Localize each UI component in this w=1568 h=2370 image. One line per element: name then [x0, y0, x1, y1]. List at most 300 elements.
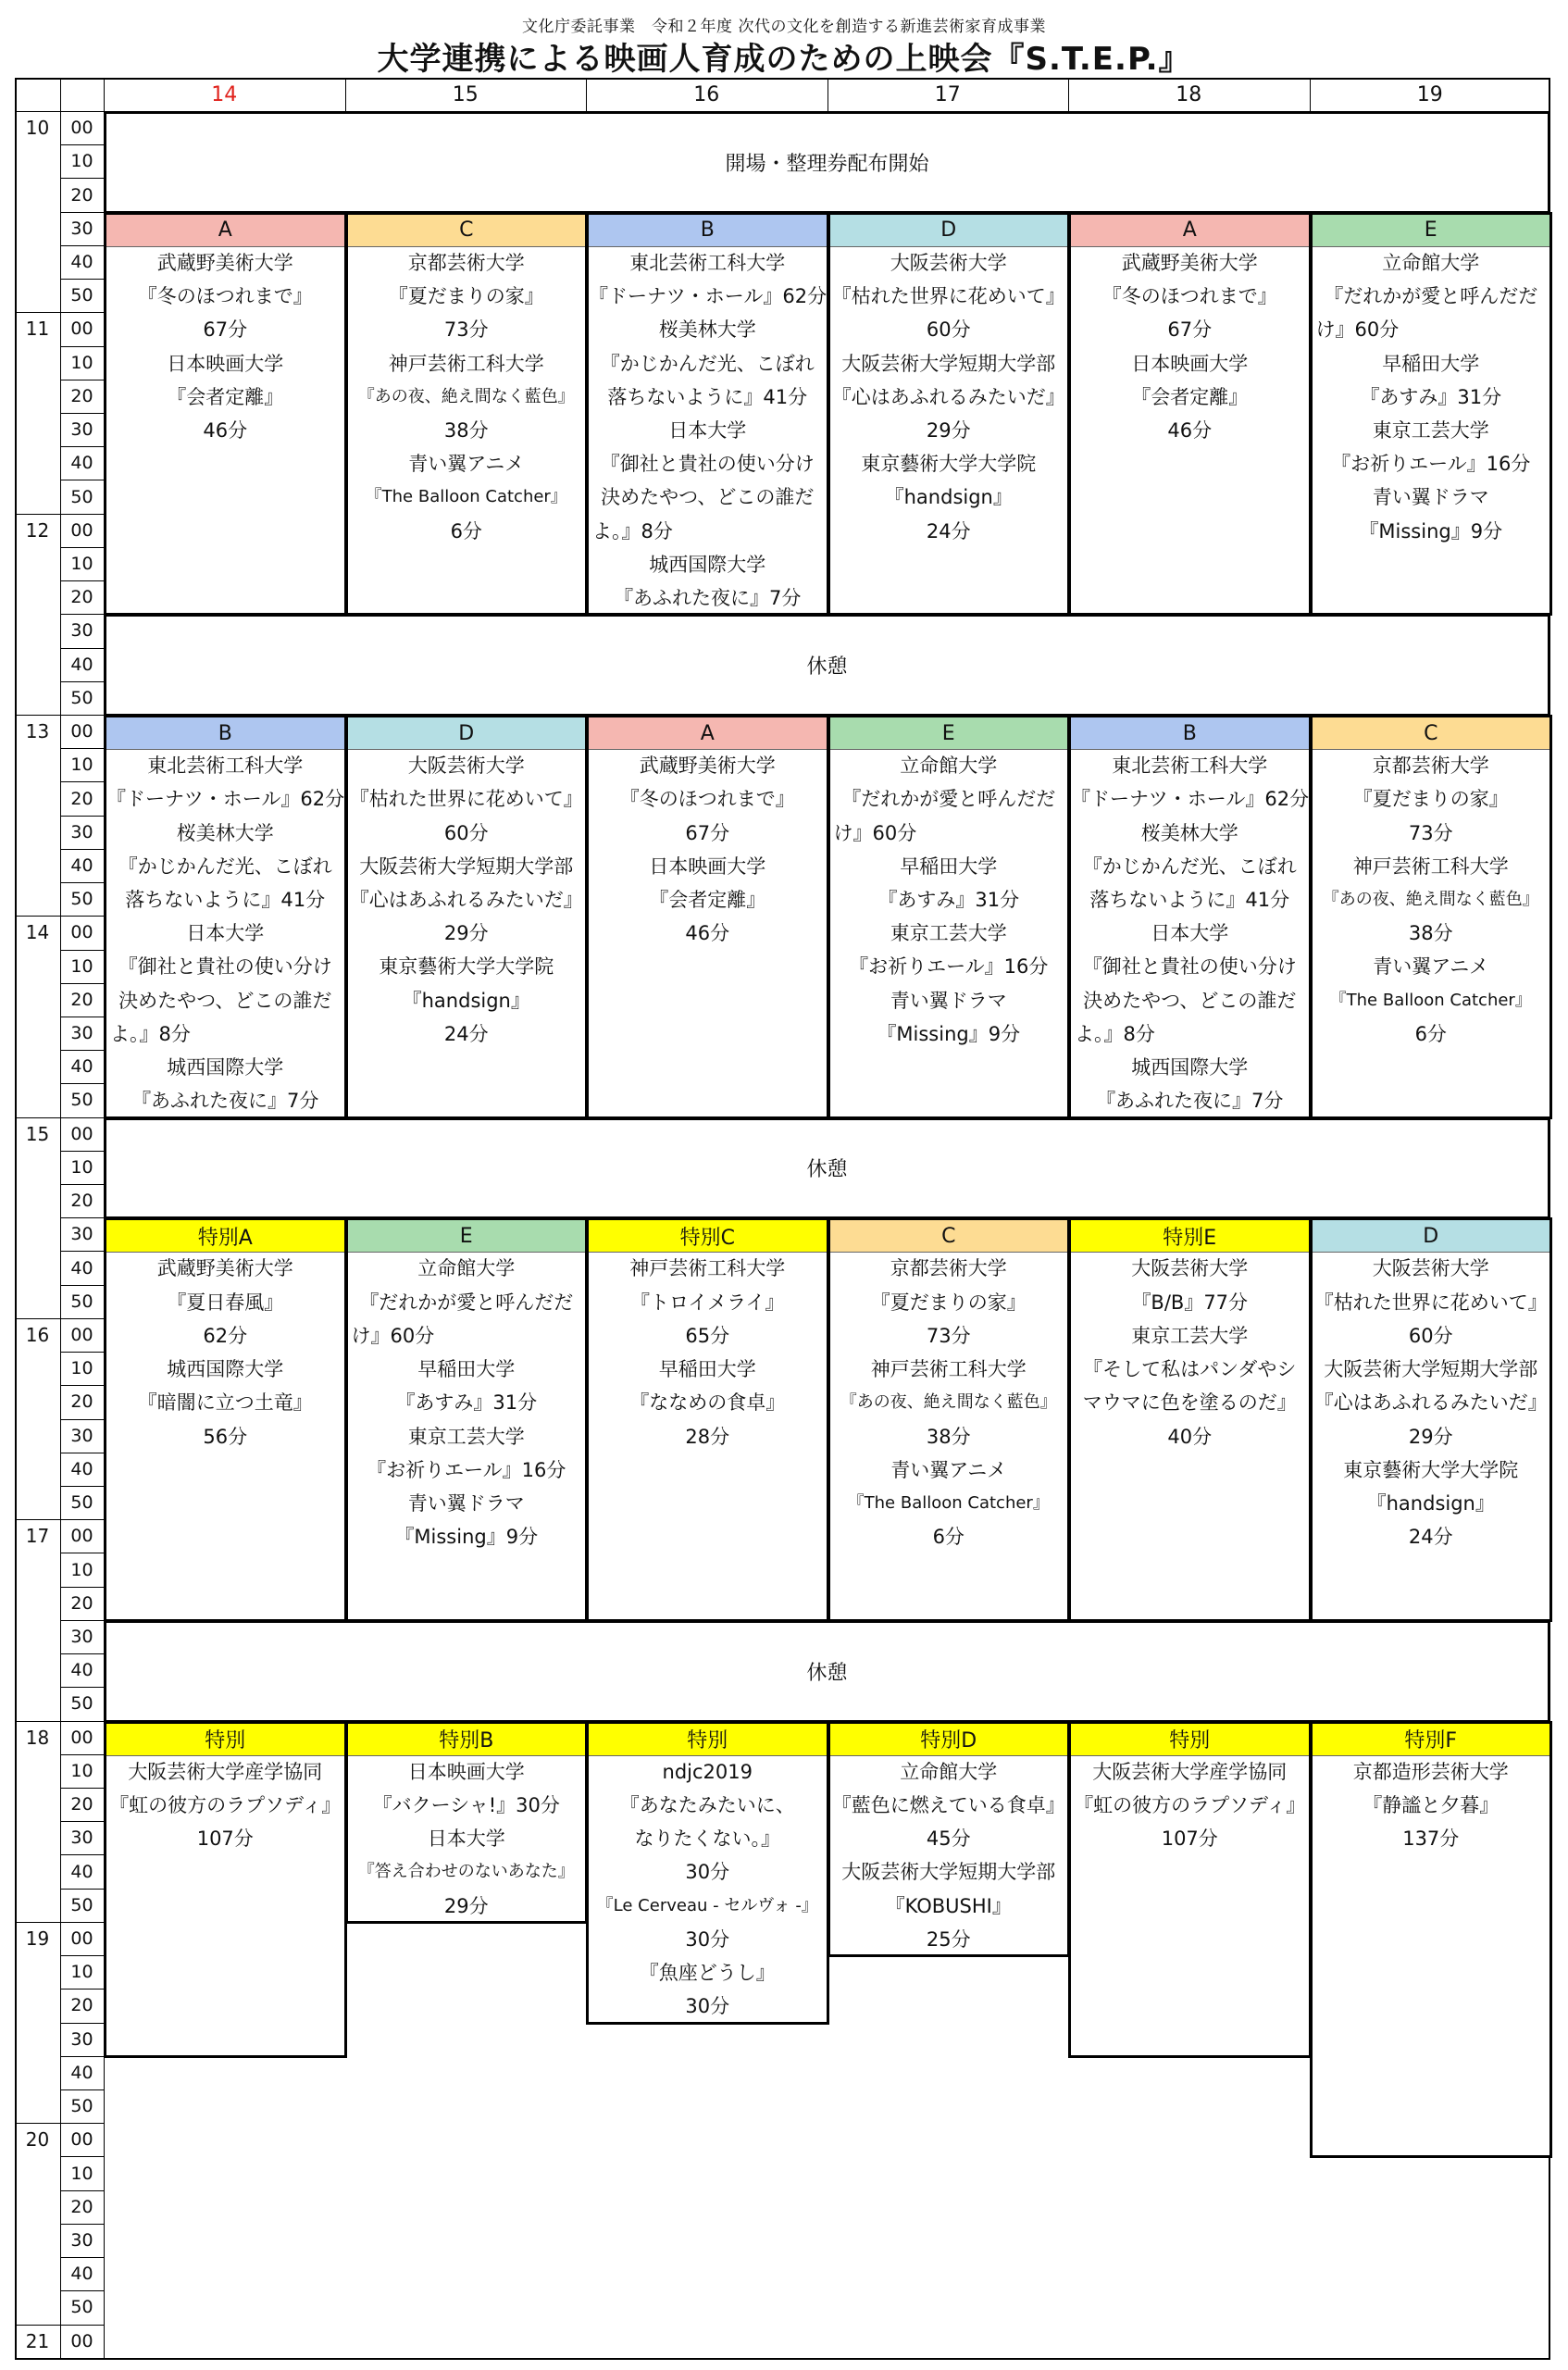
screening-text: 『handsign』	[884, 486, 1013, 509]
screening-block	[104, 715, 347, 1119]
screening-text: 『夏だまりの家』	[870, 1291, 1027, 1314]
hour-row-line	[15, 715, 60, 716]
screening-block	[1068, 1217, 1312, 1622]
screening-text: 日本映画大学	[407, 1760, 525, 1783]
screening-text: 30分	[685, 1995, 730, 2018]
screening-text: 『虹の彼方のラプソディ』	[109, 1793, 342, 1816]
day-header-16: 16	[693, 82, 720, 106]
hour-row-line	[15, 514, 60, 515]
minute-label: 40	[70, 1660, 93, 1681]
break-block: 休憩	[104, 1620, 1550, 1723]
screening-block	[1068, 212, 1312, 617]
screening-text: 青い翼ドラマ	[890, 989, 1007, 1012]
screening-text: 28分	[685, 1425, 730, 1448]
screening-text: 24分	[1408, 1526, 1453, 1549]
minute-label: 10	[70, 755, 93, 776]
minute-label: 20	[70, 1391, 93, 1413]
screening-text: け』60分	[833, 821, 917, 844]
hour-row-line	[15, 1721, 60, 1722]
screening-text: 神戸芸術工科大学	[1352, 854, 1509, 878]
screening-text: 65分	[685, 1324, 730, 1347]
screening-text: 『かじかんだ光、こぼれ	[1082, 854, 1297, 878]
minute-label: 30	[70, 2028, 93, 2050]
screening-block	[345, 1217, 589, 1622]
hour-label: 16	[25, 1323, 50, 1346]
program-label: A	[589, 717, 827, 750]
minute-label: 20	[70, 2196, 93, 2217]
screening-block	[828, 1721, 1071, 1958]
screening-text: 『ドーナツ・ホール』62分	[1071, 788, 1310, 811]
break-block: 休憩	[104, 1117, 1550, 1220]
screening-text: 『そして私はパンダやシ	[1083, 1358, 1297, 1381]
minute-label: 00	[70, 118, 93, 139]
screening-text: 『心はあふれるみたいだ』	[349, 889, 583, 912]
screening-text: 『Missing』9分	[877, 1022, 1021, 1045]
screening-text: 武蔵野美術大学	[156, 1257, 293, 1280]
minute-label: 10	[70, 151, 93, 172]
screening-text: 『心はあふれるみたいだ』	[1313, 1391, 1548, 1415]
screening-text: 京都芸術大学	[890, 1257, 1007, 1280]
screening-text: 『心はあふれるみたいだ』	[831, 385, 1065, 408]
minute-label: 10	[70, 1559, 93, 1580]
program-label: 特別E	[1071, 1220, 1309, 1253]
break-block: 休憩	[104, 614, 1550, 717]
screening-text: 大阪芸術大学短期大学部	[841, 1861, 1056, 1884]
minute-label: 30	[70, 1023, 93, 1044]
screening-text: 『あの夜、絶え間なく藍色』	[357, 386, 575, 406]
minute-label: 30	[70, 1827, 93, 1849]
screening-text: 東京工芸大学	[407, 1425, 525, 1448]
screening-text: 東京工芸大学	[1131, 1324, 1249, 1347]
screening-text: 大阪芸術大学	[1131, 1257, 1249, 1280]
screening-text: 武蔵野美術大学	[639, 755, 776, 778]
screening-text: なりたくない。』	[634, 1827, 780, 1851]
screening-text: 大阪芸術大学産学協同	[1092, 1760, 1288, 1783]
screening-text: 『あなたみたいに、	[619, 1793, 795, 1816]
program-label: D	[1313, 1220, 1550, 1253]
minute-label: 00	[70, 519, 93, 541]
screening-text: 東北芸術工科大学	[147, 755, 304, 778]
minute-label: 00	[70, 1325, 93, 1346]
hour-label: 13	[25, 719, 50, 742]
hour-label: 18	[25, 1726, 50, 1749]
screening-text: 落ちないように』41分	[607, 385, 808, 408]
screening-text: 40分	[1167, 1425, 1213, 1448]
minute-label: 00	[70, 721, 93, 742]
hour-label: 17	[25, 1525, 50, 1548]
screening-text: 『かじかんだ光、こぼれ	[118, 854, 332, 878]
screening-text: 60分	[1408, 1324, 1453, 1347]
screening-text: 『handsign』	[402, 989, 530, 1012]
screening-text: よ。』8分	[110, 1022, 191, 1045]
minute-label: 50	[70, 2096, 93, 2117]
screening-text: 日本映画大学	[649, 854, 766, 878]
minute-label: 20	[70, 1191, 93, 1212]
screening-text: 日本大学	[186, 922, 265, 945]
screening-text: 城西国際大学	[1131, 1056, 1249, 1079]
screening-text: 『夏だまりの家』	[388, 285, 544, 308]
hour-label: 12	[25, 518, 50, 542]
screening-text: 60分	[926, 318, 971, 342]
screening-text: 67分	[685, 821, 730, 844]
minute-label: 50	[70, 486, 93, 507]
screening-text: 大阪芸術大学	[407, 755, 525, 778]
screening-text: 青い翼アニメ	[408, 453, 525, 476]
minute-label: 20	[70, 1995, 93, 2016]
screening-text: 『会者定離』	[1131, 385, 1249, 408]
minute-label: 00	[70, 2330, 93, 2351]
program-label: E	[1313, 215, 1550, 247]
screening-block	[345, 1721, 589, 1924]
screening-text: 立命館大学	[417, 1257, 516, 1280]
screening-text: 青い翼アニメ	[890, 1458, 1007, 1481]
minute-label: 10	[70, 1156, 93, 1178]
hour-row-line	[15, 1318, 60, 1319]
grid-bottom-border	[15, 2358, 1550, 2360]
screening-text: 『枯れた世界に花めいて』	[349, 788, 583, 811]
day-header-17: 17	[934, 82, 961, 106]
screening-block	[586, 1217, 829, 1622]
screening-text: 立命館大学	[900, 755, 998, 778]
screening-text: 『御社と貴社の使い分け	[118, 955, 332, 979]
screening-text: 38分	[443, 418, 489, 442]
screening-text: 30分	[685, 1927, 730, 1951]
screening-text: 『The Balloon Catcher』	[847, 1493, 1050, 1513]
minute-label: 30	[70, 1627, 93, 1647]
hour-label: 19	[25, 1927, 50, 1950]
minute-label: 10	[70, 1962, 93, 1983]
screening-text: 『お祈りエール』16分	[849, 955, 1049, 979]
screening-text: 6分	[932, 1526, 964, 1549]
hour-row-line	[15, 2325, 60, 2326]
screening-text: 日本大学	[1151, 922, 1229, 945]
minute-label: 50	[70, 1090, 93, 1111]
minute-label: 20	[70, 385, 93, 406]
screening-text: 立命館大学	[900, 1760, 998, 1783]
minute-label: 00	[70, 318, 93, 340]
screening-text: 『あの夜、絶え間なく藍色』	[1322, 890, 1539, 910]
screening-text: 『あの夜、絶え間なく藍色』	[840, 1392, 1057, 1413]
screening-text: 大阪芸術大学	[890, 251, 1007, 274]
minute-label: 30	[70, 1425, 93, 1446]
screening-block	[104, 1217, 347, 1622]
minute-label: 10	[70, 1760, 93, 1781]
minute-label: 10	[70, 553, 93, 574]
screening-text: 『ドーナツ・ホール』62分	[106, 788, 345, 811]
screening-text: け』60分	[351, 1324, 435, 1347]
screening-text: 『The Balloon Catcher』	[365, 487, 567, 507]
screening-text: 29分	[443, 1894, 489, 1917]
screening-text: 青い翼アニメ	[1373, 955, 1489, 979]
minute-label: 00	[70, 1526, 93, 1547]
grid-left-border	[15, 78, 17, 2359]
screening-block	[345, 715, 589, 1119]
minute-label: 40	[70, 1056, 93, 1078]
minute-label: 40	[70, 854, 93, 876]
program-label: A	[1071, 215, 1309, 247]
screening-text: 137分	[1402, 1827, 1460, 1851]
screening-text: 日本大学	[427, 1827, 505, 1851]
program-label: D	[830, 215, 1068, 247]
screening-text: 神戸芸術工科大学	[870, 1358, 1027, 1381]
program-label: 特別	[589, 1724, 827, 1756]
screening-text: 青い翼ドラマ	[1372, 486, 1489, 509]
program-label: B	[1071, 717, 1309, 750]
screening-text: 38分	[926, 1425, 971, 1448]
hour-label: 15	[25, 1122, 50, 1145]
program-label: 特別	[1071, 1724, 1309, 1756]
program-label: 特別A	[106, 1220, 344, 1253]
minute-label: 50	[70, 1492, 93, 1514]
minute-label: 20	[70, 788, 93, 809]
screening-text: ndjc2019	[662, 1760, 753, 1783]
minute-label: 10	[70, 2163, 93, 2184]
screening-block	[586, 1721, 829, 2025]
minute-label: 20	[70, 587, 93, 608]
hour-row-line	[15, 312, 60, 313]
screening-text: 6分	[450, 519, 482, 543]
screening-text: 京都造形芸術大学	[1352, 1760, 1509, 1783]
screening-text: 『会者定離』	[649, 889, 766, 912]
minute-label: 10	[70, 1358, 93, 1379]
minute-label: 50	[70, 1894, 93, 1915]
program-label: C	[348, 215, 586, 247]
screening-text: 京都芸術大学	[1372, 755, 1489, 778]
screening-text: 『Missing』9分	[394, 1526, 539, 1549]
screening-block	[1068, 715, 1312, 1119]
screening-text: 武蔵野美術大学	[1121, 251, 1258, 274]
screening-block	[586, 212, 829, 617]
screening-text: 『だれかが愛と呼んだだ	[359, 1291, 574, 1314]
minute-label: 40	[70, 1861, 93, 1882]
program-label: 特別F	[1313, 1724, 1550, 1756]
screening-text: 『答え合わせのないあなた』	[357, 1862, 575, 1882]
screening-block	[104, 212, 347, 617]
screening-text: 東京藝術大学大学院	[1343, 1458, 1519, 1481]
screening-text: 24分	[443, 1022, 489, 1045]
screening-text: 東京藝術大学大学院	[861, 453, 1037, 476]
screening-text: 決めたやつ、どこの誰だ	[118, 989, 332, 1012]
minute-label: 30	[70, 2229, 93, 2251]
screening-text: 日本映画大学	[1131, 352, 1249, 375]
minute-label: 50	[70, 285, 93, 306]
screening-text: 『バクーシャ!』30分	[372, 1793, 560, 1816]
minute-label: 40	[70, 1257, 93, 1279]
screening-text: 107分	[1161, 1827, 1218, 1851]
screening-text: 『静謐と夕暮』	[1363, 1793, 1500, 1816]
hour-row-line	[15, 1117, 60, 1118]
screening-text: 60分	[443, 821, 489, 844]
screening-text: 早稲田大学	[1382, 352, 1480, 375]
program-label: A	[106, 215, 344, 247]
screening-text: 落ちないように』41分	[125, 889, 326, 912]
screening-text: 29分	[926, 418, 971, 442]
screening-block	[828, 212, 1071, 617]
screening-text: 東京工芸大学	[1372, 418, 1489, 442]
screening-block	[1310, 1721, 1553, 2159]
minute-label: 10	[70, 955, 93, 977]
minute-label: 50	[70, 1693, 93, 1715]
minute-label: 10	[70, 352, 93, 373]
screening-text: 桜美林大学	[176, 821, 274, 844]
screening-text: 『冬のほつれまで』	[619, 788, 795, 811]
screening-text: 決めたやつ、どこの誰だ	[1083, 989, 1297, 1012]
minute-label: 30	[70, 218, 93, 239]
screening-block	[1310, 1217, 1553, 1622]
minute-label: 40	[70, 251, 93, 272]
hour-label: 10	[25, 117, 50, 139]
screening-text: よ。』8分	[1075, 1022, 1155, 1045]
day-header-14: 14	[211, 82, 238, 106]
screening-text: 『枯れた世界に花めいて』	[1313, 1291, 1548, 1314]
screening-text: 大阪芸術大学短期大学部	[841, 352, 1056, 375]
screening-text: 青い翼ドラマ	[407, 1492, 525, 1515]
program-label: B	[589, 215, 827, 247]
screening-text: 62分	[203, 1324, 248, 1347]
screening-text: 『あすみ』31分	[877, 889, 1020, 912]
screening-block	[1068, 1721, 1312, 2058]
minute-label: 00	[70, 922, 93, 943]
minute-label: 50	[70, 1291, 93, 1312]
hour-label: 11	[25, 318, 50, 341]
program-label: C	[1313, 717, 1550, 750]
screening-text: 『トロイメライ』	[629, 1291, 785, 1314]
screening-text: 大阪芸術大学短期大学部	[1324, 1358, 1538, 1381]
minute-label: 40	[70, 2062, 93, 2083]
screening-text: 城西国際大学	[167, 1056, 284, 1079]
screening-text: 『あふれた夜に』7分	[1096, 1090, 1284, 1113]
screening-text: 城西国際大学	[649, 553, 766, 576]
minute-label: 50	[70, 2297, 93, 2318]
screening-text: 『会者定離』	[167, 385, 284, 408]
minute-label: 00	[70, 1727, 93, 1748]
screening-text: 『あすみ』31分	[1360, 385, 1502, 408]
screening-text: 『あすみ』31分	[395, 1391, 538, 1415]
program-label: 特別D	[830, 1724, 1068, 1756]
screening-text: よ。』8分	[592, 519, 673, 543]
screening-text: 桜美林大学	[658, 318, 756, 342]
minute-label: 40	[70, 1458, 93, 1479]
screening-text: 早稲田大学	[658, 1358, 756, 1381]
screening-text: 『ドーナツ・ホール』62分	[589, 285, 828, 308]
screening-text: 38分	[1408, 922, 1453, 945]
screening-text: 『handsign』	[1366, 1492, 1495, 1515]
minute-label: 00	[70, 1927, 93, 1949]
screening-text: 29分	[1408, 1425, 1453, 1448]
screening-text: 73分	[443, 318, 489, 342]
minute-label: 30	[70, 419, 93, 441]
minute-label: 30	[70, 821, 93, 842]
screening-block	[345, 212, 589, 617]
minute-label: 00	[70, 2129, 93, 2151]
screening-text: 京都芸術大学	[407, 251, 525, 274]
screening-block	[828, 715, 1071, 1119]
screening-text: け』60分	[1315, 318, 1400, 342]
screening-text: 桜美林大学	[1140, 821, 1238, 844]
hour-label: 14	[25, 921, 50, 944]
screening-text: 『だれかが愛と呼んだだ	[1324, 285, 1538, 308]
minute-label: 20	[70, 1794, 93, 1815]
screening-text: 24分	[926, 519, 971, 543]
program-label: B	[106, 717, 344, 750]
hour-label: 20	[25, 2128, 50, 2152]
screening-text: 『あふれた夜に』7分	[131, 1090, 319, 1113]
minute-label: 30	[70, 1224, 93, 1245]
screening-text: 73分	[926, 1324, 971, 1347]
screening-block	[828, 1217, 1071, 1622]
screening-text: 67分	[203, 318, 248, 342]
screening-text: 25分	[926, 1927, 971, 1951]
screening-text: 73分	[1408, 821, 1453, 844]
program-label: D	[348, 717, 586, 750]
screening-text: 6分	[1414, 1022, 1447, 1045]
day-header-19: 19	[1416, 82, 1443, 106]
screening-block	[1310, 715, 1553, 1119]
minute-label: 50	[70, 889, 93, 910]
screening-text: 『虹の彼方のラプソディ』	[1074, 1793, 1306, 1816]
screening-text: 『御社と貴社の使い分け	[600, 453, 815, 476]
minute-label: 20	[70, 989, 93, 1010]
screening-text: 『御社と貴社の使い分け	[1082, 955, 1297, 979]
screening-text: 『ななめの食卓』	[629, 1391, 786, 1415]
screening-text: 107分	[196, 1827, 254, 1851]
day-header-18: 18	[1176, 82, 1202, 106]
screening-text: 29分	[443, 922, 489, 945]
minute-label: 20	[70, 184, 93, 206]
screening-text: 『B/B』77分	[1131, 1291, 1249, 1314]
screening-text: 日本映画大学	[167, 352, 284, 375]
minute-label: 40	[70, 453, 93, 474]
screening-text: 56分	[203, 1425, 248, 1448]
screening-text: 神戸芸術工科大学	[629, 1257, 786, 1280]
program-label: E	[348, 1220, 586, 1253]
screening-text: 立命館大学	[1382, 251, 1480, 274]
screening-text: 46分	[685, 922, 730, 945]
screening-text: 東北芸術工科大学	[1112, 755, 1268, 778]
program-label: 特別	[106, 1724, 344, 1756]
screening-text: 武蔵野美術大学	[156, 251, 293, 274]
screening-text: 大阪芸術大学短期大学部	[359, 854, 574, 878]
screening-text: 『枯れた世界に花めいて』	[831, 285, 1065, 308]
screening-block	[104, 1721, 347, 2058]
screening-text: 『かじかんだ光、こぼれ	[600, 352, 815, 375]
screening-text: 『だれかが愛と呼んだだ	[841, 788, 1056, 811]
screening-text: 日本大学	[668, 418, 747, 442]
screening-text: 『夏だまりの家』	[1352, 788, 1509, 811]
hour-row-line	[15, 2123, 60, 2124]
screening-text: 神戸芸術工科大学	[388, 352, 544, 375]
screening-text: 『夏日春風』	[167, 1291, 284, 1314]
screening-text: 『藍色に燃えている食卓』	[831, 1793, 1065, 1816]
program-label: E	[830, 717, 1068, 750]
screening-text: 46分	[203, 418, 248, 442]
hour-row-line	[15, 1922, 60, 1923]
program-label: C	[830, 1220, 1068, 1253]
screening-text: 30分	[685, 1861, 730, 1884]
minute-label: 40	[70, 2264, 93, 2285]
screening-text: 東京工芸大学	[890, 922, 1007, 945]
screening-text: 『お祈りエール』16分	[367, 1458, 566, 1481]
screening-text: 『冬のほつれまで』	[137, 285, 313, 308]
minute-label: 20	[70, 1592, 93, 1614]
program-label: 特別C	[589, 1220, 827, 1253]
hour-row-line	[15, 1519, 60, 1520]
minute-label: 00	[70, 1123, 93, 1144]
minute-label: 50	[70, 687, 93, 708]
screening-text: 決めたやつ、どこの誰だ	[601, 486, 815, 509]
screening-block	[586, 715, 829, 1119]
header-subtitle: 文化庁委託事業 令和２年度 次代の文化を創造する新進芸術家育成事業	[522, 18, 1046, 36]
